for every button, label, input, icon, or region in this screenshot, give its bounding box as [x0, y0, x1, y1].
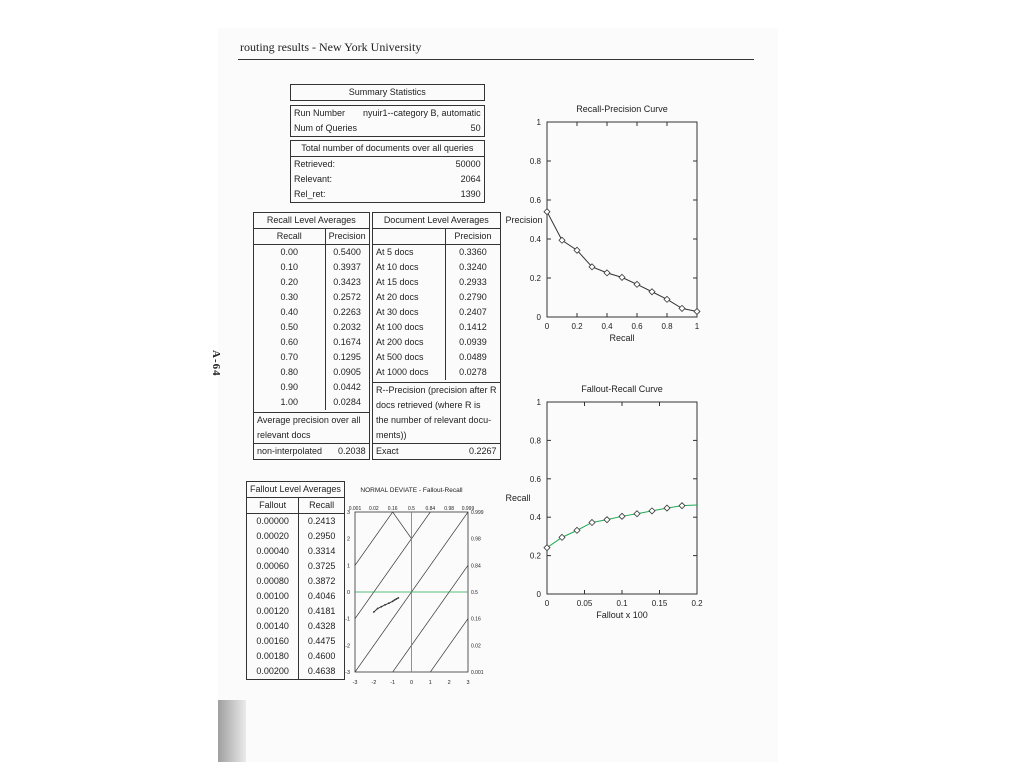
data-point [388, 602, 390, 604]
recall-level-cell: 0.00 [254, 245, 326, 261]
scan-edge-shadow [218, 700, 246, 762]
fallout-col-header: Fallout [247, 498, 299, 514]
recall-level-row [254, 320, 370, 335]
fallout-level-cell: 0.4600 [299, 649, 345, 664]
data-point [649, 508, 655, 514]
fallout-level-row [247, 559, 345, 574]
data-point [619, 274, 625, 280]
top-tick-label: 0.84 [425, 506, 436, 512]
fallout-level-row [247, 544, 345, 559]
data-point [380, 606, 382, 608]
y-tick-label: 0 [346, 590, 350, 596]
recall-level-cell: 0.10 [254, 260, 326, 275]
fallout-level-cell: 0.4328 [299, 619, 345, 634]
precision-col-header: Precision [325, 229, 369, 245]
data-point [373, 611, 375, 613]
recall-level-row [254, 395, 370, 410]
doc-level-row [373, 245, 501, 261]
x-tick-label: 0 [544, 599, 550, 608]
recall-level-cell: 0.90 [254, 380, 326, 395]
y-tick-label: 0.4 [529, 235, 541, 244]
fallout-level-cell: 0.3725 [299, 559, 345, 574]
run-number-label: Run Number [291, 106, 361, 122]
avg-precision-label-1: Average precision over all [254, 413, 370, 429]
doc-level-cell: 0.2790 [446, 290, 500, 305]
data-point [544, 209, 550, 215]
recall-precision-chart [500, 100, 700, 350]
top-tick-label: 0.02 [368, 506, 379, 512]
y-tick-label: 0 [536, 590, 541, 599]
doc-level-row [373, 305, 501, 320]
x-tick-label: 0.15 [651, 599, 668, 608]
doc-level-cell: At 5 docs [373, 245, 446, 261]
recall-levels-title: Recall Level Averages [254, 213, 370, 229]
y-tick-label: 1 [346, 563, 350, 570]
fallout-level-cell: 0.4046 [299, 589, 345, 604]
doc-level-cell: 0.3360 [446, 245, 500, 261]
num-queries-value: 50 [360, 121, 484, 137]
y-tick-label: 0.8 [529, 436, 541, 446]
data-point [694, 308, 700, 314]
x-tick-label: 0.8 [661, 322, 673, 331]
diagonal-grid-line [431, 619, 468, 672]
x-tick-label: 1 [694, 322, 700, 331]
y-tick-label: 0.2 [529, 551, 541, 561]
recall-level-cell: 0.50 [254, 320, 326, 335]
fallout-level-row [247, 514, 345, 530]
fallout-level-cell: 0.00100 [247, 589, 299, 604]
recall-level-row [254, 380, 370, 395]
data-point [649, 289, 655, 295]
recall-level-cell: 0.2263 [325, 305, 369, 320]
recall-level-cell: 0.0284 [325, 395, 369, 410]
data-point [604, 270, 610, 276]
diagonal-grid-line [355, 512, 393, 565]
recall-level-cell: 0.3423 [325, 275, 369, 290]
doc-level-cell: At 30 docs [373, 305, 446, 320]
data-point [384, 604, 386, 606]
fallout-level-cell: 0.00020 [247, 529, 299, 544]
doc-level-row [373, 260, 501, 275]
right-tick-label: 0.16 [471, 616, 481, 623]
right-tick-label: 0.02 [471, 643, 481, 650]
anti-diagonal-grid-line [393, 512, 412, 538]
fallout-level-cell: 0.00000 [247, 514, 299, 530]
doc-level-cell: 0.2407 [446, 305, 500, 320]
doc-level-cell: 0.2933 [446, 275, 500, 290]
top-tick-label: 0.001 [348, 506, 362, 512]
data-point [559, 534, 565, 540]
page-number-label: A-64 [210, 350, 222, 377]
num-queries-label: Num of Queries [291, 121, 361, 137]
x-tick-label: -2 [371, 680, 377, 686]
x-tick-label: -1 [390, 680, 396, 686]
doc-level-cell: At 100 docs [373, 320, 446, 335]
normal-deviate-chart [340, 482, 490, 692]
rprecision-text-1: R--Precision (precision after R [373, 383, 501, 399]
relret-label: Rel_ret: [291, 187, 361, 203]
recall-level-row [254, 365, 370, 380]
fallout-level-row [247, 664, 345, 680]
doc-level-row [373, 290, 501, 305]
fallout-level-cell: 0.00060 [247, 559, 299, 574]
top-tick-label: 0.98 [444, 506, 455, 512]
doc-level-row [373, 365, 501, 380]
fallout-level-cell: 0.00200 [247, 664, 299, 680]
data-point [392, 600, 394, 602]
recall-level-row [254, 350, 370, 365]
right-tick-label: 0.5 [471, 590, 478, 596]
data-point [604, 517, 610, 523]
y-axis-label: Precision [505, 215, 543, 225]
data-point [679, 503, 685, 509]
recall-level-row [254, 275, 370, 290]
y-tick-label: -3 [345, 670, 350, 676]
y-tick-label: 0.4 [529, 513, 541, 523]
top-tick-label: 0.999 [461, 506, 475, 512]
recall-level-cell: 0.70 [254, 350, 326, 365]
x-axis-label: Fallout x 100 [596, 610, 648, 620]
fallout-recall-chart [500, 380, 710, 630]
rprecision-text-3: the number of relevant docu- [373, 413, 501, 428]
rprecision-text-4: ments)) [373, 428, 501, 444]
x-tick-label: 0.2 [691, 599, 703, 608]
recall-level-row [254, 245, 370, 261]
recall-level-cell: 0.0905 [325, 365, 369, 380]
header-rule [238, 59, 754, 60]
document-level-averages-table [372, 212, 501, 460]
right-tick-label: 0.84 [471, 563, 481, 570]
fallout-recall-col-header: Recall [299, 498, 345, 514]
x-tick-label: 0.6 [631, 322, 643, 331]
recall-level-cell: 0.2032 [325, 320, 369, 335]
data-point [396, 598, 398, 600]
recall-col-header: Recall [254, 229, 326, 245]
fallout-level-cell: 0.4475 [299, 634, 345, 649]
y-tick-label: 0.8 [529, 157, 541, 166]
top-tick-label: 0.5 [408, 506, 415, 512]
noninterp-label: non-interpolated [254, 444, 326, 460]
fallout-level-cell: 0.00180 [247, 649, 299, 664]
fallout-level-cell: 0.00040 [247, 544, 299, 559]
recall-level-cell: 0.20 [254, 275, 326, 290]
data-point [394, 599, 396, 601]
plot-frame [547, 402, 697, 594]
x-tick-label: 0.2 [571, 322, 583, 331]
plot-frame [547, 122, 697, 317]
series-line [547, 505, 697, 548]
y-tick-label: 2 [346, 536, 350, 543]
recall-level-cell: 0.80 [254, 365, 326, 380]
fallout-levels-title: Fallout Level Averages [247, 482, 345, 498]
data-point [634, 281, 640, 287]
y-tick-label: 1 [536, 398, 541, 407]
x-tick-label: 0.1 [616, 599, 628, 608]
rprecision-text-2: docs retrieved (where R is [373, 398, 501, 413]
y-axis-label: Recall [505, 493, 531, 503]
recall-level-row [254, 260, 370, 275]
exact-value: 0.2267 [446, 444, 500, 460]
fallout-level-cell: 0.3314 [299, 544, 345, 559]
doc-level-cell: At 1000 docs [373, 365, 446, 380]
retrieved-value: 50000 [360, 157, 484, 173]
doc-level-cell: 0.3240 [446, 260, 500, 275]
doc-level-cell: 0.0278 [446, 365, 500, 380]
relevant-label: Relevant: [291, 172, 361, 187]
retrieved-label: Retrieved: [291, 157, 361, 173]
doc-level-row [373, 320, 501, 335]
fallout-level-row [247, 604, 345, 619]
summary-statistics-table [290, 84, 485, 203]
recall-level-row [254, 305, 370, 320]
data-point [589, 519, 595, 525]
relret-value: 1390 [360, 187, 484, 203]
doc-level-cell: 0.1412 [446, 320, 500, 335]
x-tick-label: -3 [352, 680, 358, 686]
recall-level-row [254, 335, 370, 350]
recall-level-cell: 0.30 [254, 290, 326, 305]
doc-levels-title: Document Level Averages [373, 213, 501, 229]
recall-level-cell: 0.60 [254, 335, 326, 350]
doc-level-cell: 0.0489 [446, 350, 500, 365]
x-tick-label: 0 [409, 680, 414, 686]
diagonal-grid-line [393, 565, 468, 671]
doc-level-row [373, 275, 501, 290]
y-tick-label: 0.6 [529, 474, 541, 484]
fallout-level-cell: 0.3872 [299, 574, 345, 589]
fallout-level-cell: 0.00120 [247, 604, 299, 619]
page-header: routing results - New York University [240, 40, 422, 54]
fallout-level-cell: 0.00140 [247, 619, 299, 634]
data-point [634, 511, 640, 517]
doc-level-cell: At 10 docs [373, 260, 446, 275]
doc-level-cell: At 20 docs [373, 290, 446, 305]
x-tick-label: 3 [466, 680, 470, 686]
doc-level-row [373, 335, 501, 350]
doc-level-cell: At 15 docs [373, 275, 446, 290]
fallout-level-averages-table [246, 481, 345, 680]
fallout-level-row [247, 574, 345, 589]
recall-level-row [254, 290, 370, 305]
y-tick-label: 0.2 [529, 274, 541, 283]
relevant-value: 2064 [360, 172, 484, 187]
recall-level-cell: 0.1295 [325, 350, 369, 365]
right-tick-label: 0.001 [471, 670, 484, 676]
right-tick-label: 0.98 [471, 536, 481, 543]
recall-level-cell: 1.00 [254, 395, 326, 410]
recall-level-cell: 0.0442 [325, 380, 369, 395]
total-docs-title: Total number of documents over all queries [291, 141, 485, 157]
x-tick-label: 1 [428, 680, 432, 686]
fallout-level-row [247, 589, 345, 604]
data-point [679, 305, 685, 311]
x-tick-label: 0 [544, 322, 550, 331]
data-point [574, 527, 580, 533]
y-tick-label: -1 [345, 616, 350, 623]
chart-title: NORMAL DEVIATE - Fallout-Recall [360, 487, 463, 494]
fallout-level-cell: 0.00160 [247, 634, 299, 649]
doc-level-cell: 0.0939 [446, 335, 500, 350]
doc-level-row [373, 350, 501, 365]
fallout-level-row [247, 619, 345, 634]
x-tick-label: 2 [447, 680, 451, 686]
run-number-value: nyuir1--category B, automatic [360, 106, 484, 122]
data-point [664, 296, 670, 302]
y-tick-label: 1 [536, 118, 541, 127]
doc-level-cell: At 200 docs [373, 335, 446, 350]
avg-precision-label-2: relevant docs [254, 428, 370, 444]
fallout-level-cell: 0.00080 [247, 574, 299, 589]
fallout-level-row [247, 529, 345, 544]
fallout-level-cell: 0.2950 [299, 529, 345, 544]
recall-level-cell: 0.2572 [325, 290, 369, 305]
recall-level-cell: 0.5400 [325, 245, 369, 261]
recall-level-cell: 0.40 [254, 305, 326, 320]
data-point [377, 608, 379, 610]
recall-level-cell: 0.3937 [325, 260, 369, 275]
fallout-level-cell: 0.4181 [299, 604, 345, 619]
fallout-level-row [247, 649, 345, 664]
recall-level-averages-table [253, 212, 370, 460]
y-tick-label: 0.6 [529, 196, 541, 205]
summary-title: Summary Statistics [291, 85, 485, 101]
y-tick-label: 3 [346, 510, 350, 516]
noninterp-value: 0.2038 [325, 444, 369, 460]
x-tick-label: 0.4 [601, 322, 613, 331]
fallout-level-row [247, 634, 345, 649]
series-line [547, 212, 697, 312]
chart-title: Recall-Precision Curve [576, 104, 668, 114]
x-axis-label: Recall [609, 333, 635, 343]
recall-level-cell: 0.1674 [325, 335, 369, 350]
x-tick-label: 0.05 [576, 599, 593, 608]
top-tick-label: 0.16 [387, 506, 398, 512]
diagonal-grid-line [355, 512, 430, 619]
fallout-level-cell: 0.2413 [299, 514, 345, 530]
chart-title: Fallout-Recall Curve [581, 384, 663, 394]
data-point [619, 513, 625, 519]
right-tick-label: 0.999 [471, 510, 484, 516]
fallout-level-cell: 0.4638 [299, 664, 345, 680]
data-point [397, 597, 399, 599]
y-tick-label: -2 [345, 643, 350, 650]
data-point [559, 237, 565, 243]
exact-label: Exact [373, 444, 446, 460]
doc-level-cell: At 500 docs [373, 350, 446, 365]
y-tick-label: 0 [536, 313, 541, 322]
data-point [664, 505, 670, 511]
data-point [544, 545, 550, 551]
doc-precision-col-header: Precision [446, 229, 500, 245]
